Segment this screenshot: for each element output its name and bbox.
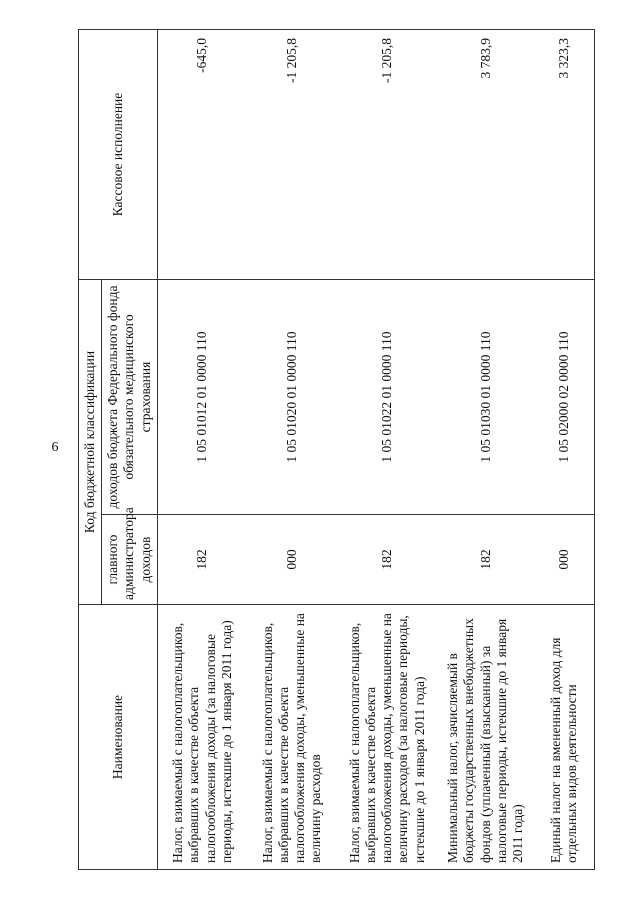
row-name: Единый налог на вмененный доход для отдельных видов деятельности <box>534 605 594 870</box>
rotated-table-area <box>78 30 640 870</box>
row-admin: 000 <box>247 515 337 605</box>
rotated-table-frame <box>78 30 640 870</box>
row-code: 1 05 01030 01 0000 110 <box>437 280 534 515</box>
row-code: 1 05 01022 01 0000 110 <box>337 280 437 515</box>
row-admin: 000 <box>534 515 594 605</box>
table-row <box>157 30 247 870</box>
table-row <box>437 30 534 870</box>
row-amount: -645,0 <box>157 30 247 280</box>
header-code-group: Код бюджетной классификации <box>79 280 102 605</box>
header-admin: главного администратора доходов <box>102 515 158 605</box>
table-row <box>534 30 594 870</box>
row-code: 1 05 01020 01 0000 110 <box>247 280 337 515</box>
header-execution: Кассовое исполнение <box>79 30 158 280</box>
row-code: 1 05 01012 01 0000 110 <box>157 280 247 515</box>
budget-table <box>78 29 595 870</box>
page-number: 6 <box>51 440 59 455</box>
header-name: Наименование <box>79 605 158 870</box>
row-amount: -1 205,8 <box>247 30 337 280</box>
row-admin: 182 <box>337 515 437 605</box>
row-amount: -1 205,8 <box>337 30 437 280</box>
row-name: Налог, взимаемый с налогоплательщиков, выбравших в качестве объекта налогообложения доходы (за налоговые периоды, истекшие до 1 января 2011 года) <box>157 605 247 870</box>
row-amount: 3 323,3 <box>534 30 594 280</box>
row-admin: 182 <box>157 515 247 605</box>
row-name: Налог, взимаемый с налогоплательщиков, выбравших в качестве объекта налогообложения доходы, уменьшенные на величину расходов <box>247 605 337 870</box>
row-admin: 182 <box>437 515 534 605</box>
row-name: Налог, взимаемый с налогоплательщиков, выбравших в качестве объекта налогообложения доходы, уменьшенные на величину расходов (за налоговые периоды, истекшие до 1 января 2011 года) <box>337 605 437 870</box>
row-amount: 3 783,9 <box>437 30 534 280</box>
table-row <box>337 30 437 870</box>
header-income: доходов бюджета Федерального фонда обязательного медицинского страхования <box>102 280 158 515</box>
row-code: 1 05 02000 02 0000 110 <box>534 280 594 515</box>
row-name: Минимальный налог, зачисляемый в бюджеты государственных внебюджетных фондов (уплаченный (взысканный) за налоговые периоды, истекшие до 1 января 2011 года) <box>437 605 534 870</box>
table-row <box>247 30 337 870</box>
